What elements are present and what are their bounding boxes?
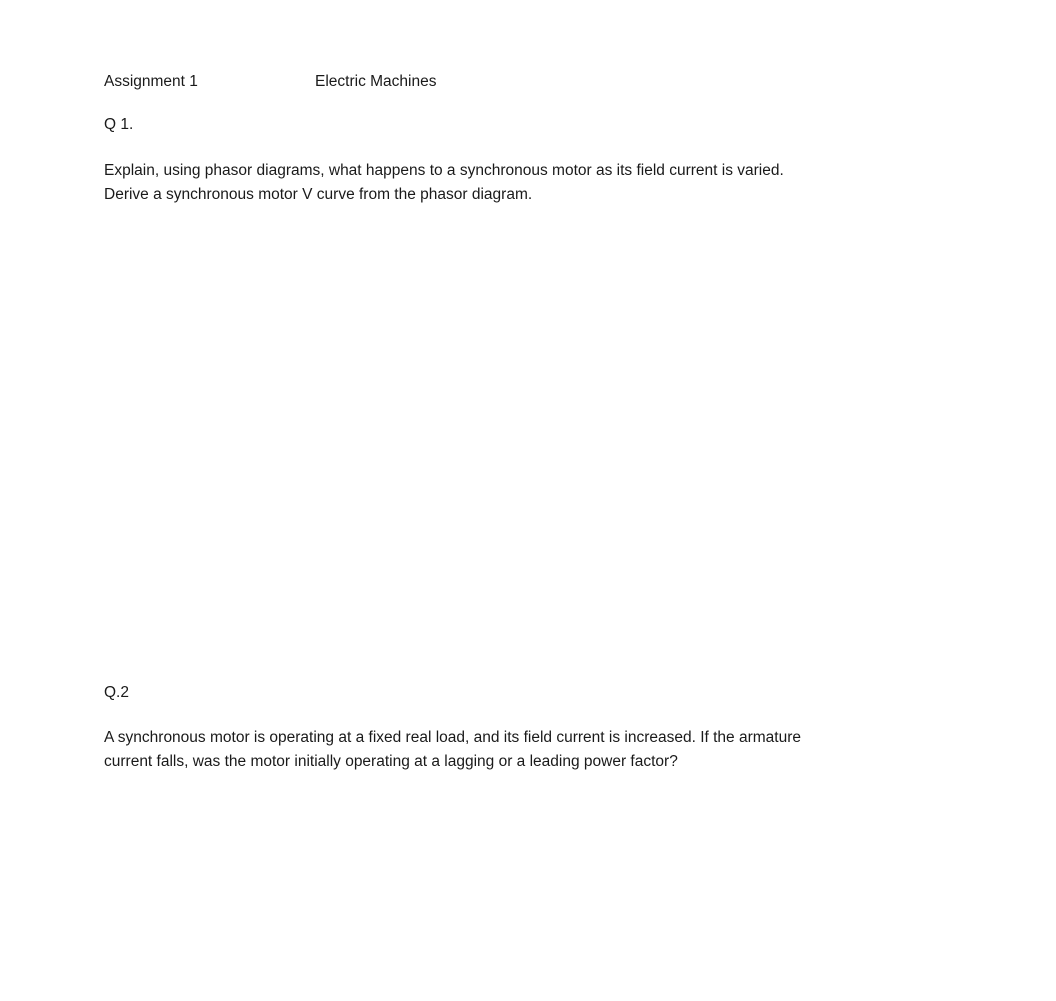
assignment-title: Assignment 1 [104, 73, 198, 90]
question-2-line-2: current falls, was the motor initially operating at a lagging or a leading power factor? [104, 753, 678, 770]
question-2-label: Q.2 [104, 684, 129, 701]
question-1-line-2: Derive a synchronous motor V curve from the phasor diagram. [104, 186, 533, 203]
document-header [104, 70, 924, 94]
question-1-text [104, 159, 934, 207]
question-2-line-1: A synchronous motor is operating at a fixed real load, and its field current is increased. If the armature [104, 729, 802, 746]
question-2-text [104, 726, 934, 774]
question-1-line-1: Explain, using phasor diagrams, what happens to a synchronous motor as its field current is varied. [104, 162, 784, 179]
course-title: Electric Machines [315, 73, 437, 90]
question-1-label: Q 1. [104, 116, 134, 133]
